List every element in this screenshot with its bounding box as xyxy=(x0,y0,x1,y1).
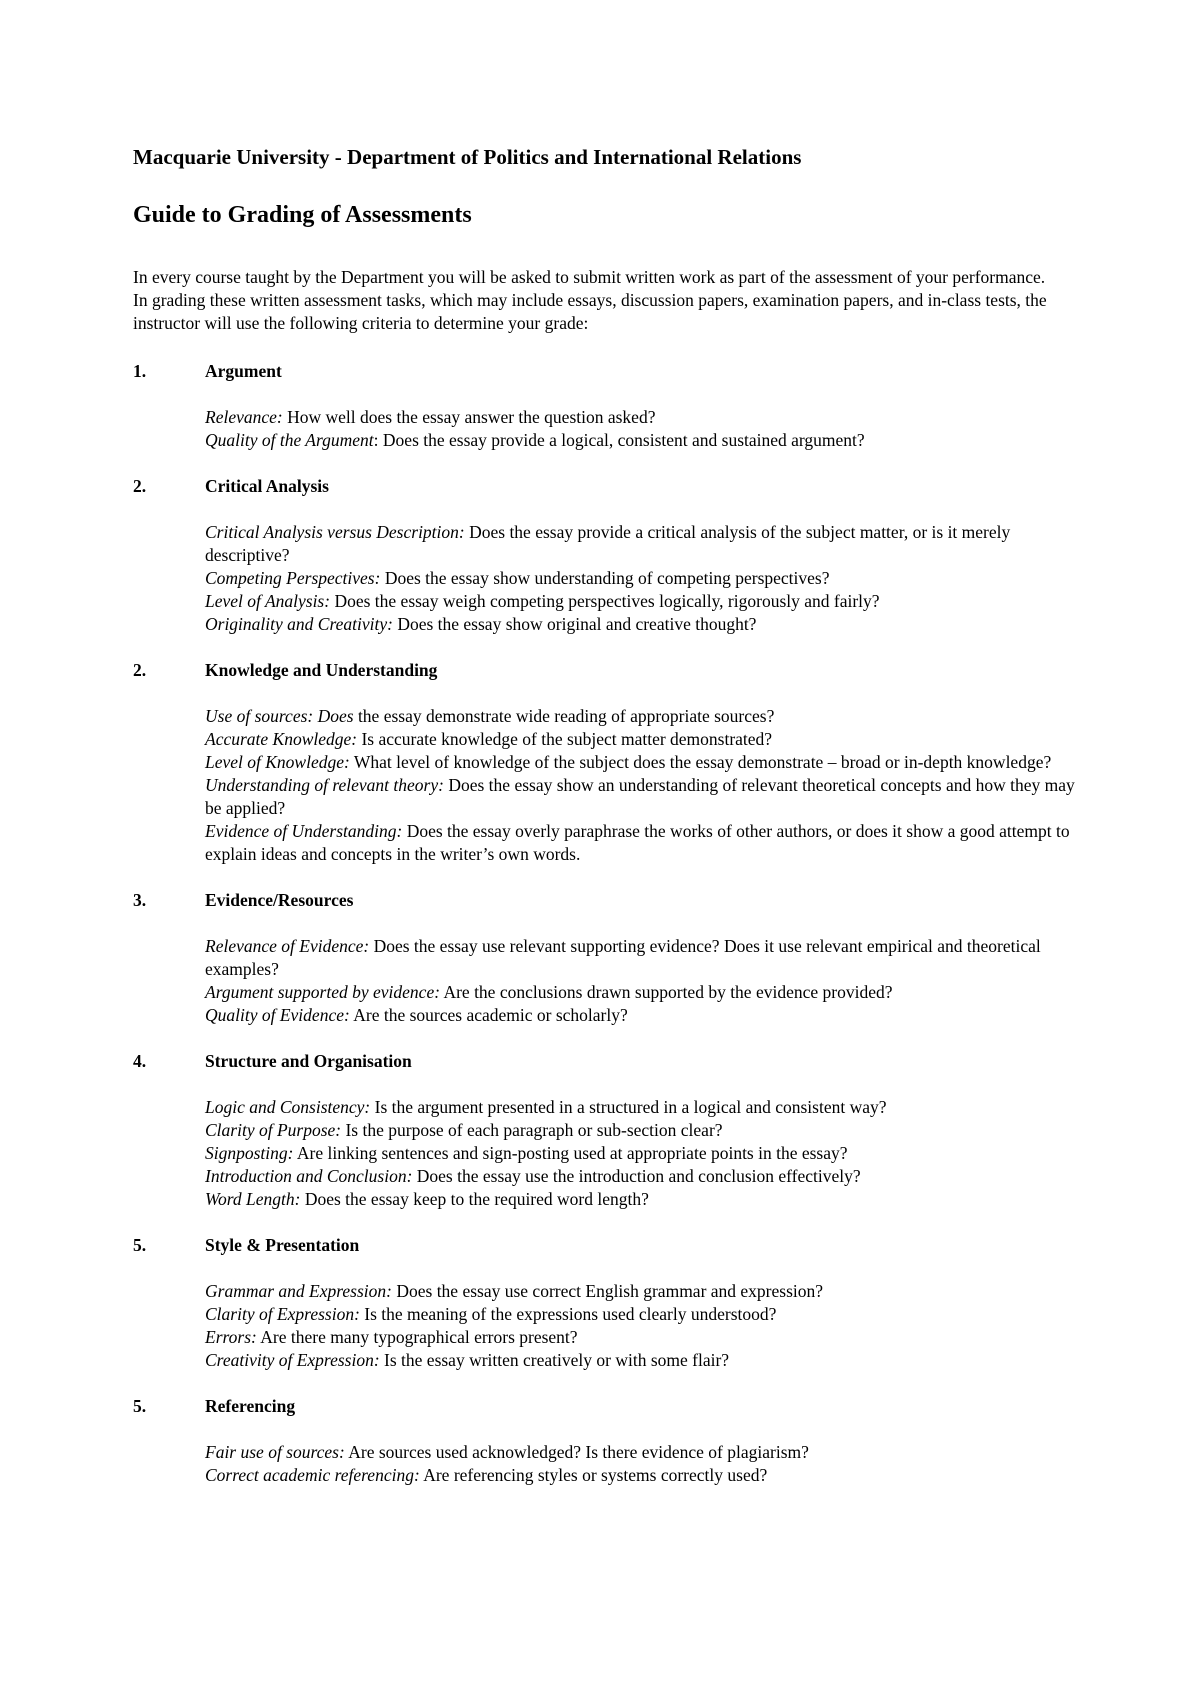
criterion-question: Are referencing styles or systems correctly used? xyxy=(419,1465,768,1485)
criterion-label: Critical Analysis versus Description: xyxy=(205,522,465,542)
criterion-label: Accurate Knowledge: xyxy=(205,729,358,749)
criterion-question: Does the essay use relevant supporting evidence? Does it use relevant empirical and theoretical examples? xyxy=(205,936,1041,979)
criterion-label: Clarity of Expression: xyxy=(205,1304,360,1324)
criterion-item xyxy=(205,1119,1085,1142)
intro-paragraph: In every course taught by the Department you will be asked to submit written work as part of the assessment of your performance. In grading these written assessment tasks, which may include essays, discussion papers, examination papers, and in-class tests, the instructor will use the following criteria to determine your grade: xyxy=(133,267,1047,333)
criterion-question: Does the essay show original and creative thought? xyxy=(392,614,757,634)
criterion-item xyxy=(205,1326,1085,1349)
section-title: Structure and Organisation xyxy=(205,1051,412,1071)
section-title: Evidence/Resources xyxy=(205,890,354,910)
criterion-question: Does the essay show an understanding of relevant theoretical concepts and how they may be applied? xyxy=(205,775,1075,818)
criterion-label: Understanding of relevant theory: xyxy=(205,775,444,795)
criterion-question: Are sources used acknowledged? Is there evidence of plagiarism? xyxy=(344,1442,809,1462)
criteria-section xyxy=(133,889,1085,1027)
criterion-label: Level of Knowledge: xyxy=(205,752,350,772)
criterion-item xyxy=(205,1165,1085,1188)
criterion-item xyxy=(205,1096,1085,1119)
criterion-label: Fair use of sources: xyxy=(205,1442,345,1462)
criterion-question: Is accurate knowledge of the subject matter demonstrated? xyxy=(357,729,773,749)
section-heading xyxy=(133,360,1085,383)
criterion-item xyxy=(205,705,1085,728)
criterion-item xyxy=(205,1441,1085,1464)
criterion-item xyxy=(205,406,1085,429)
criterion-item xyxy=(205,1280,1085,1303)
criteria-items xyxy=(205,1441,1085,1487)
criteria-items xyxy=(205,1280,1085,1372)
criterion-item xyxy=(205,774,1085,820)
criterion-item xyxy=(205,728,1085,751)
criterion-item xyxy=(205,1303,1085,1326)
criterion-item xyxy=(205,590,1085,613)
criterion-question: Is the essay written creatively or with some flair? xyxy=(379,1350,730,1370)
section-heading xyxy=(133,1234,1085,1257)
criterion-label: Introduction and Conclusion: xyxy=(205,1166,413,1186)
section-number: 3. xyxy=(133,890,147,910)
section-title: Argument xyxy=(205,361,282,381)
section-heading xyxy=(133,889,1085,912)
criterion-label: Word Length: xyxy=(205,1189,301,1209)
criterion-question: Is the meaning of the expressions used clearly understood? xyxy=(359,1304,777,1324)
criterion-label: Competing Perspectives: xyxy=(205,568,381,588)
criteria-section xyxy=(133,659,1085,866)
criterion-item xyxy=(205,935,1085,981)
section-heading xyxy=(133,1050,1085,1073)
criterion-item xyxy=(205,1464,1085,1487)
criterion-question: Is the argument presented in a structured in a logical and consistent way? xyxy=(370,1097,887,1117)
criterion-label: Logic and Consistency: xyxy=(205,1097,371,1117)
criterion-question: Are there many typographical errors present? xyxy=(256,1327,578,1347)
criterion-label: Grammar and Expression: xyxy=(205,1281,392,1301)
section-number: 2. xyxy=(133,476,147,496)
section-number: 4. xyxy=(133,1051,147,1071)
section-heading xyxy=(133,475,1085,498)
criterion-question: Are the sources academic or scholarly? xyxy=(349,1005,628,1025)
criterion-item xyxy=(205,981,1085,1004)
criterion-item xyxy=(205,1004,1085,1027)
criterion-label: Quality of Evidence: xyxy=(205,1005,350,1025)
criterion-item xyxy=(205,613,1085,636)
criterion-question: Does the essay keep to the required word length? xyxy=(300,1189,649,1209)
criterion-label: Argument supported by evidence: xyxy=(205,982,441,1002)
criterion-label: Evidence of Understanding: xyxy=(205,821,403,841)
criterion-label: Use of sources: Does xyxy=(205,706,354,726)
criterion-label: Creativity of Expression: xyxy=(205,1350,380,1370)
criterion-item xyxy=(205,820,1085,866)
section-title: Critical Analysis xyxy=(205,476,329,496)
criterion-question: What level of knowledge of the subject does the essay demonstrate – broad or in-depth knowledge? xyxy=(349,752,1052,772)
criterion-question: Does the essay use correct English grammar and expression? xyxy=(391,1281,824,1301)
criteria-list xyxy=(133,360,1085,1510)
section-title: Referencing xyxy=(205,1396,296,1416)
criterion-label: Correct academic referencing: xyxy=(205,1465,420,1485)
criterion-question: Are the conclusions drawn supported by the evidence provided? xyxy=(440,982,893,1002)
criterion-question: How well does the essay answer the question asked? xyxy=(282,407,656,427)
section-number: 1. xyxy=(133,361,147,381)
criterion-question: Are linking sentences and sign-posting used at appropriate points in the essay? xyxy=(293,1143,848,1163)
criterion-question: Does the essay provide a critical analysis of the subject matter, or is it merely descriptive? xyxy=(205,522,1011,565)
criterion-item xyxy=(205,521,1085,567)
criterion-label: Relevance of Evidence: xyxy=(205,936,370,956)
section-title: Style & Presentation xyxy=(205,1235,360,1255)
section-number: 5. xyxy=(133,1235,147,1255)
criteria-items xyxy=(205,935,1085,1027)
criteria-items xyxy=(205,521,1085,636)
criterion-question: the essay demonstrate wide reading of appropriate sources? xyxy=(353,706,775,726)
criteria-items xyxy=(205,1096,1085,1211)
criterion-item xyxy=(205,1188,1085,1211)
criterion-label: Errors: xyxy=(205,1327,257,1347)
criterion-item xyxy=(205,1349,1085,1372)
criterion-question: Does the essay show understanding of competing perspectives? xyxy=(380,568,830,588)
criterion-label: Clarity of Purpose: xyxy=(205,1120,342,1140)
criterion-item xyxy=(205,429,1085,452)
department-heading: Macquarie University - Department of Politics and International Relations xyxy=(133,145,802,169)
criterion-question: : Does the essay provide a logical, consistent and sustained argument? xyxy=(373,430,865,450)
criterion-question: Does the essay weigh competing perspectives logically, rigorously and fairly? xyxy=(330,591,880,611)
criteria-section xyxy=(133,475,1085,636)
criterion-label: Quality of the Argument xyxy=(205,430,374,450)
section-heading xyxy=(133,1395,1085,1418)
criteria-section xyxy=(133,360,1085,452)
criteria-items xyxy=(205,406,1085,452)
criteria-section xyxy=(133,1234,1085,1372)
criterion-question: Does the essay overly paraphrase the works of other authors, or does it show a good attempt to explain ideas and concepts in the writer’s own words. xyxy=(205,821,1070,864)
criterion-item xyxy=(205,567,1085,590)
criterion-item xyxy=(205,1142,1085,1165)
section-heading xyxy=(133,659,1085,682)
criterion-label: Level of Analysis: xyxy=(205,591,331,611)
criterion-question: Does the essay use the introduction and conclusion effectively? xyxy=(412,1166,861,1186)
criterion-question: Is the purpose of each paragraph or sub-section clear? xyxy=(341,1120,723,1140)
section-number: 2. xyxy=(133,660,147,680)
criterion-item xyxy=(205,751,1085,774)
criterion-label: Signposting: xyxy=(205,1143,294,1163)
criteria-items xyxy=(205,705,1085,866)
criteria-section xyxy=(133,1395,1085,1487)
section-number: 5. xyxy=(133,1396,147,1416)
section-title: Knowledge and Understanding xyxy=(205,660,438,680)
criterion-label: Relevance: xyxy=(205,407,283,427)
criteria-section xyxy=(133,1050,1085,1211)
criterion-label: Originality and Creativity: xyxy=(205,614,393,634)
document-title: Guide to Grading of Assessments xyxy=(133,202,472,228)
